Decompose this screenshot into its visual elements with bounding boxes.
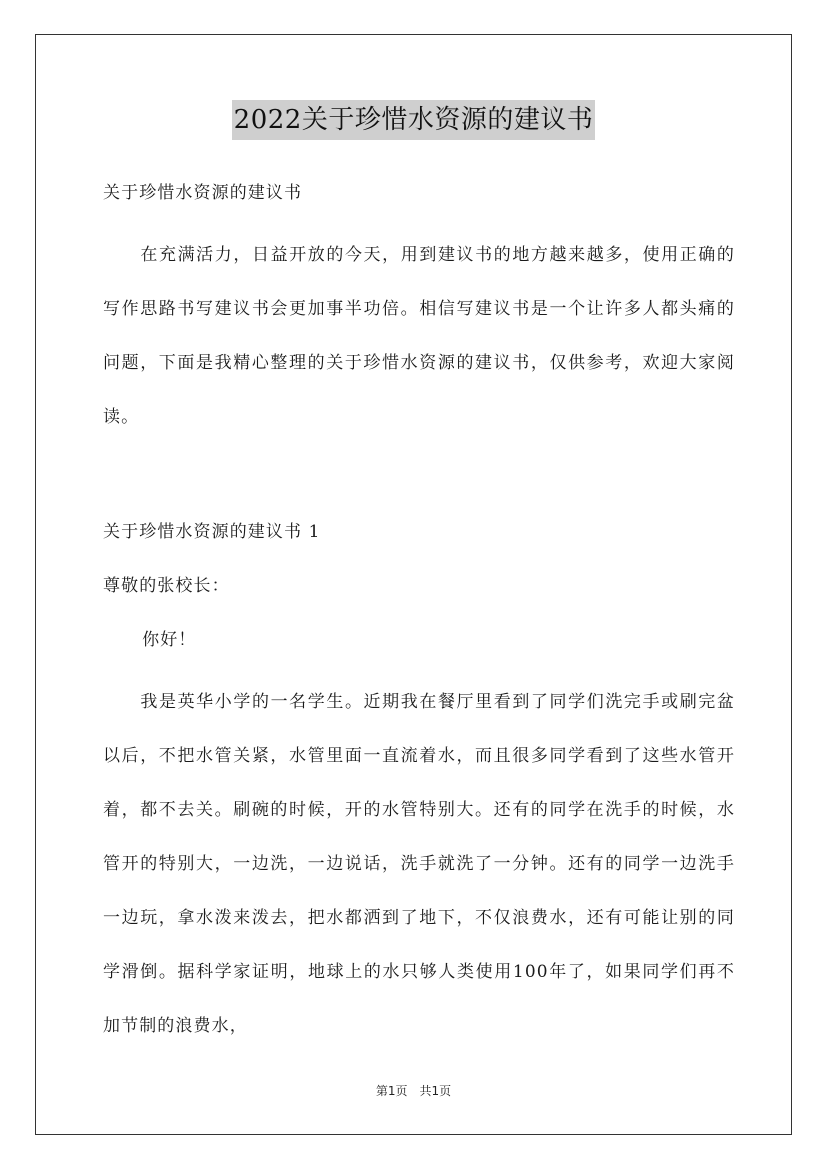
spacer (103, 213, 735, 228)
salutation: 尊敬的张校长： (103, 576, 230, 596)
intro-paragraph: 在充满活力，日益开放的今天，用到建议书的地方越来越多，使用正确的写作思路书写建议书会更加事半功倍。相信写建议书是一个让许多人都头痛的问题，下面是我精心整理的关于珍惜水资源的建议书，仅供参考，欢迎大家阅读。 (103, 245, 735, 427)
subtitle: 关于珍惜水资源的建议书 (103, 183, 303, 203)
spacer (103, 444, 735, 513)
document-body (103, 174, 735, 1053)
spacer (103, 552, 735, 567)
document-title: 2022关于珍惜水资源的建议书 (232, 100, 596, 140)
spacer (103, 606, 735, 621)
section-heading: 关于珍惜水资源的建议书 1 (103, 522, 321, 542)
spacer (103, 660, 735, 675)
title-wrap (0, 100, 827, 140)
page-footer: 第1页 共1页 (375, 1084, 452, 1098)
greeting: 你好！ (142, 630, 197, 650)
body-paragraph: 我是英华小学的一名学生。近期我在餐厅里看到了同学们洗完手或刷完盆以后，不把水管关紧，水管里面一直流着水，而且很多同学看到了这些水管开着，都不去关。刷碗的时候，开的水管特别大。还有的同学在洗手的时候，水管开的特别大，一边洗，一边说话，洗手就洗了一分钟。还有的同学一边洗手一边玩，拿水泼来泼去，把水都洒到了地下，不仅浪费水，还有可能让别的同学滑倒。据科学家证明，地球上的水只够人类使用100年了，如果同学们再不加节制的浪费水， (103, 692, 735, 1036)
